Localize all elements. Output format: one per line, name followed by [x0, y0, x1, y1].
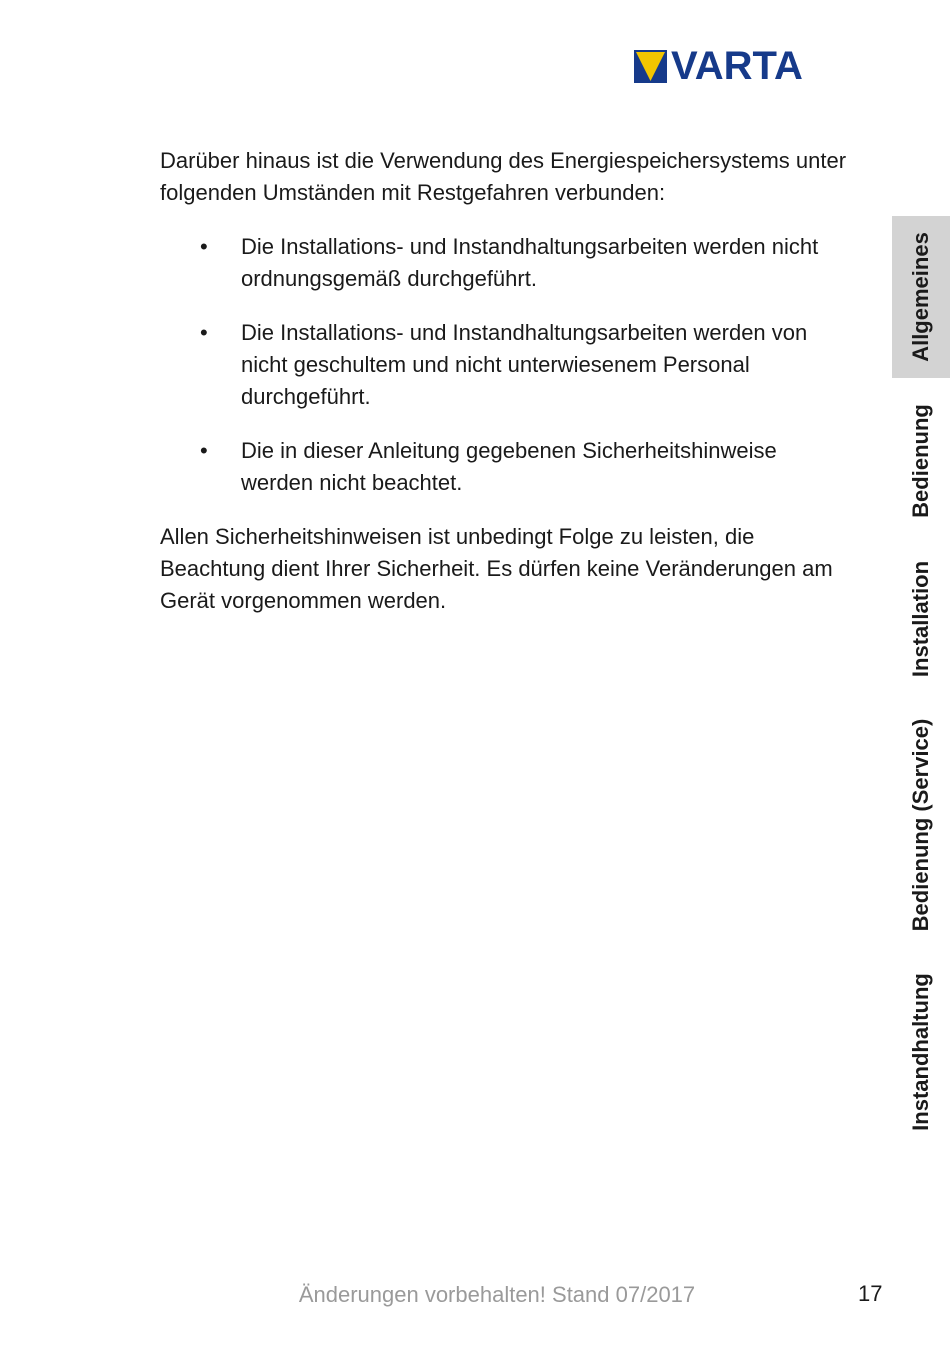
closing-paragraph: Allen Sicherheitshinweisen ist unbedingt Folge zu leisten, die Beachtung dient Ihrer Sicherheit. Es dürfen keine Veränderungen am Gerät vorgenommen werden.: [160, 524, 833, 613]
tab-label: Allgemeines: [908, 232, 933, 362]
tab-installation[interactable]: [892, 544, 950, 694]
list-item-text: Die in dieser Anleitung gegebenen Sicherheitshinweise werden nicht beachtet.: [241, 438, 777, 495]
tab-instandhaltung[interactable]: [892, 956, 950, 1148]
list-item: [160, 317, 850, 413]
list-item-text: Die Installations- und Instandhaltungsarbeiten werden nicht ordnungsgemäß durchgeführt.: [241, 234, 819, 291]
varta-logo: [634, 44, 803, 88]
list-item-text: Die Installations- und Instandhaltungsarbeiten werden von nicht geschultem und nicht unterwiesenem Personal durchgeführt.: [241, 320, 808, 409]
list-item: [160, 435, 850, 499]
tab-allgemeines[interactable]: [892, 216, 950, 378]
tab-bedienung-service[interactable]: [892, 694, 950, 956]
section-tabs: [892, 216, 950, 1148]
footer-notice: Änderungen vorbehalten! Stand 07/2017: [298, 1282, 696, 1307]
brand-name: VARTA: [671, 44, 803, 88]
tab-label: Instandhaltung: [908, 973, 933, 1131]
page-number: 17: [858, 1281, 883, 1306]
bullet-icon: •: [200, 234, 208, 259]
tab-label: Bedienung (Service): [908, 718, 933, 932]
bullet-icon: •: [200, 320, 208, 345]
tab-label: Installation: [908, 560, 933, 678]
bullet-icon: •: [200, 438, 208, 463]
intro-paragraph: Darüber hinaus ist die Verwendung des Energiespeichersystems unter folgenden Umständen mit Restgefahren verbunden:: [160, 148, 847, 205]
list-item: [160, 231, 850, 295]
tab-label: Bedienung: [908, 404, 933, 518]
tab-bedienung[interactable]: [892, 378, 950, 544]
hazard-list: [160, 231, 850, 499]
varta-logo-icon: [634, 50, 667, 83]
body-text: [160, 145, 850, 617]
